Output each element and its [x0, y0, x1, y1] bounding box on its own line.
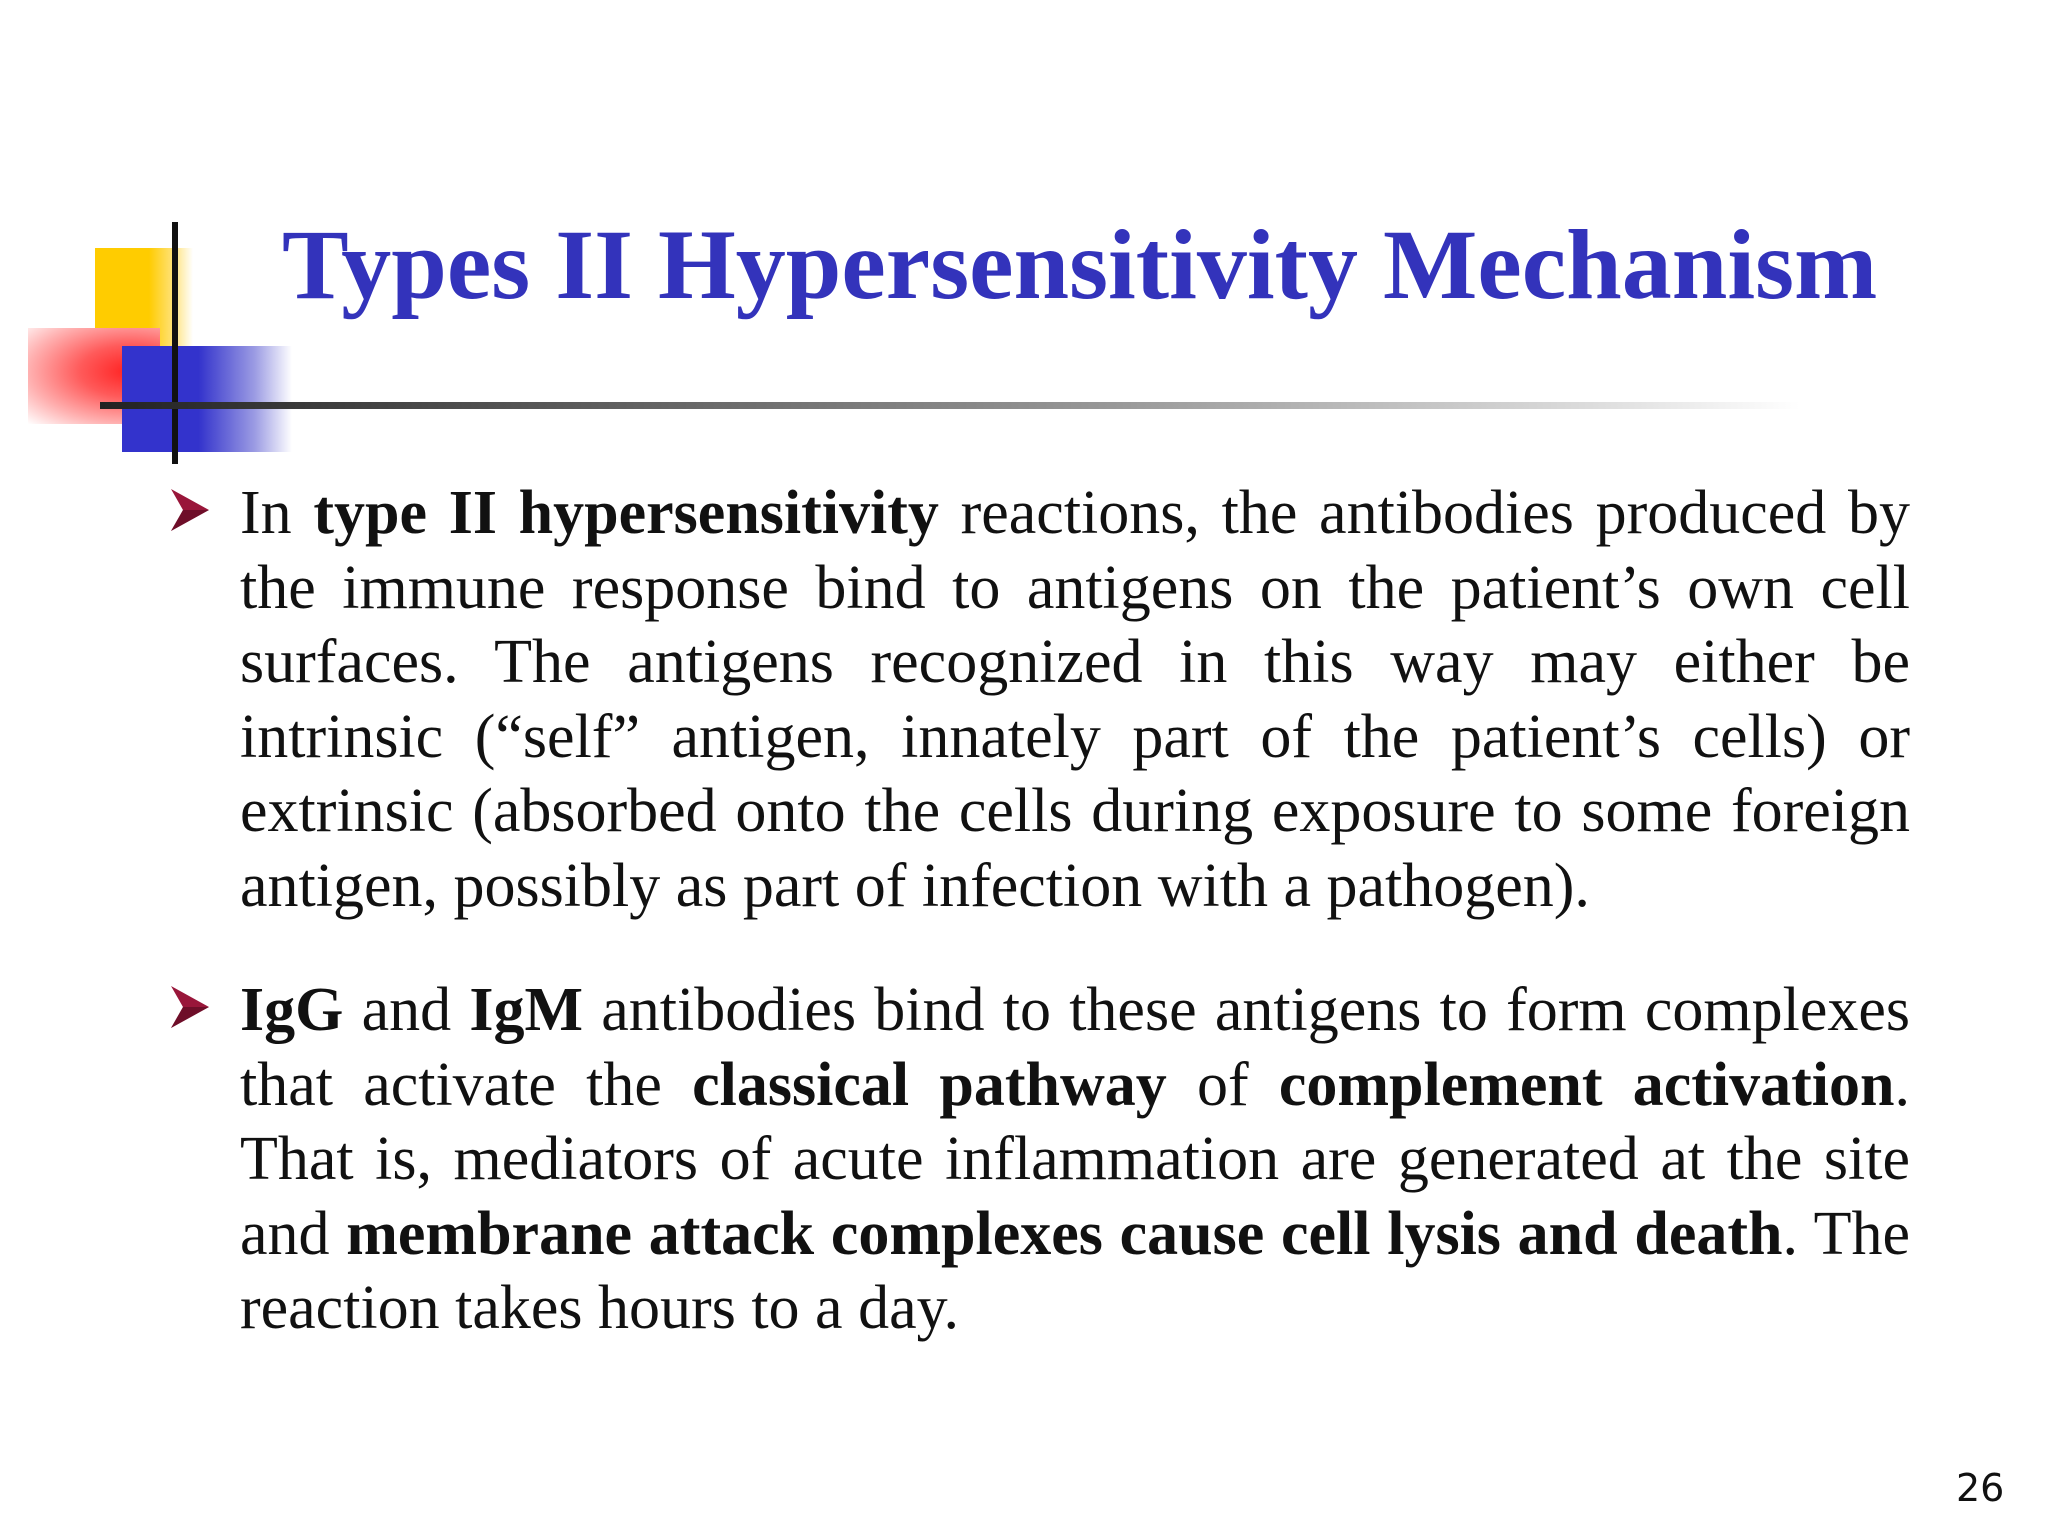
bold-term: IgG	[240, 976, 344, 1044]
bold-term: type II hypersensitivity	[313, 479, 939, 547]
arrow-bullet-icon	[168, 983, 212, 1031]
text-run: and	[343, 976, 470, 1044]
text-run: of	[1166, 1050, 1279, 1119]
bold-term: complement activation	[1278, 1050, 1895, 1119]
text-run: In	[240, 479, 314, 547]
bold-term: membrane attack complexes cause cell lysis and death	[346, 1199, 1783, 1268]
text-run: . The reaction takes hours to a day.	[240, 1199, 1910, 1342]
bullet-item-2	[168, 973, 1910, 1346]
arrow-bullet-icon	[168, 486, 212, 534]
title-underline-divider	[100, 402, 1800, 409]
text-run: antibodies bind to these antigens to form complexes that activate the	[240, 976, 1910, 1119]
text-run: . That is, mediators of acute inflammation are generated at the site and	[240, 1050, 1911, 1268]
page-number: 26	[1956, 1466, 2005, 1510]
text-run: reactions, the antibodies produced by the immune response bind to antigens on the patient’s own cell surfaces. The antigens recognized in this way may either be intrinsic (“self” antigen, innately part of the patient’s cells) or extrinsic (absorbed onto the cells during exposure to some foreign antigen, possibly as part of infection with a pathogen).	[240, 479, 1910, 920]
bullet-text	[240, 973, 1910, 1346]
blue-square-decoration	[122, 346, 292, 452]
vertical-divider-line	[172, 222, 178, 464]
bullet-item-1	[168, 476, 1910, 923]
bold-term: classical pathway	[692, 1050, 1167, 1119]
slide-title: Types II Hypersensitivity Mechanism	[282, 209, 1878, 320]
bold-term: IgM	[469, 976, 583, 1044]
bullet-text	[240, 476, 1910, 923]
bullet-list	[168, 476, 1910, 1346]
